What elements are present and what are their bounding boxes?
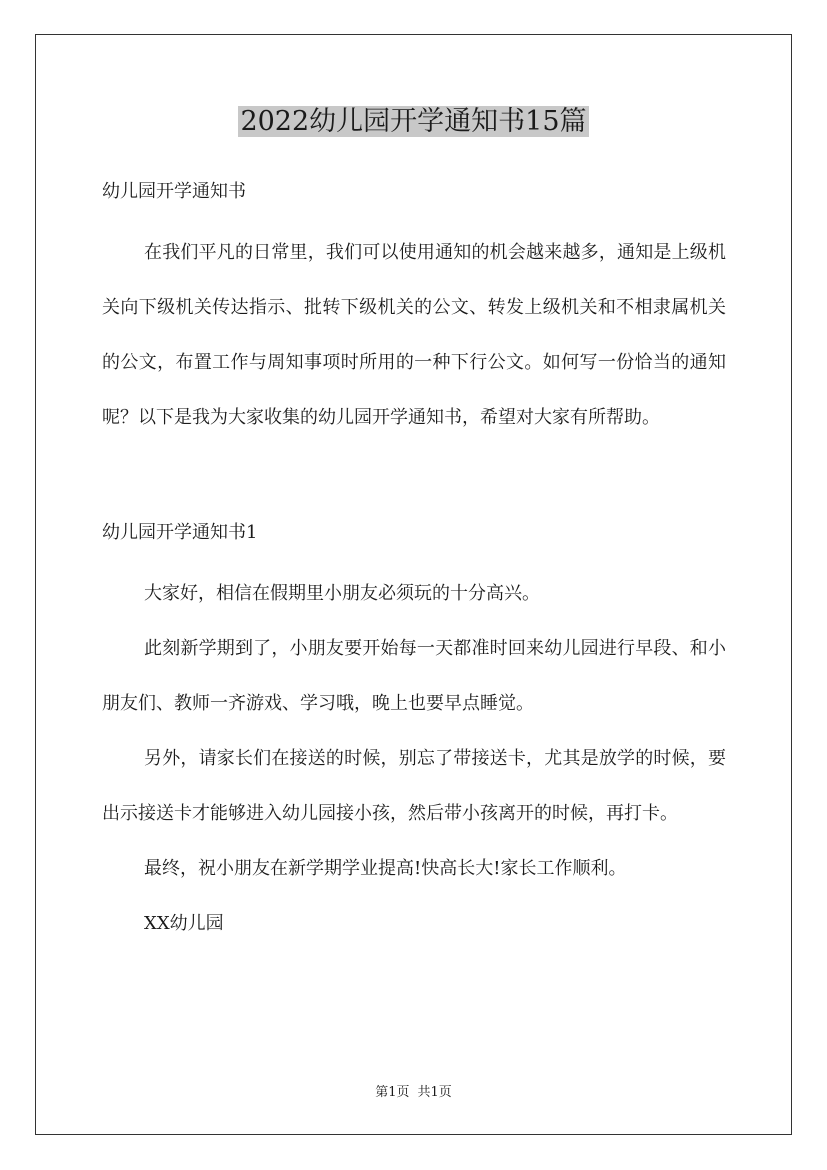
section1-signature: XX幼儿园 [144, 913, 224, 934]
section1-paragraph-1: 大家好，相信在假期里小朋友必须玩的十分高兴。 [144, 583, 540, 604]
intro-heading: 幼儿园开学通知书 [102, 181, 246, 202]
document-body [102, 170, 726, 951]
page-number: 第1页 [375, 1085, 410, 1100]
page-footer [0, 1083, 827, 1103]
section1-heading: 幼儿园开学通知书1 [102, 522, 258, 543]
section1-paragraph-4: 最终，祝小朋友在新学期学业提高!快高长大!家长工作顺利。 [144, 858, 627, 879]
section-spacer [102, 445, 726, 511]
document-title-text: 2022幼儿园开学通知书15篇 [240, 106, 587, 137]
intro-paragraph: 在我们平凡的日常里，我们可以使用通知的机会越来越多，通知是上级机关向下级机关传达指示、批转下级机关的公文、转发上级机关和不相隶属机关的公文，布置工作与周知事项时所用的一种下行公文。如何写一份恰当的通知呢？以下是我为大家收集的幼儿园开学通知书，希望对大家有所帮助。 [102, 242, 726, 428]
section1-paragraph-3: 另外，请家长们在接送的时候，别忘了带接送卡，尤其是放学的时候，要出示接送卡才能够进入幼儿园接小孩，然后带小孩离开的时候，再打卡。 [102, 748, 726, 824]
document-title [0, 100, 827, 144]
section1-paragraph-2: 此刻新学期到了，小朋友要开始每一天都准时回来幼儿园进行早段、和小朋友们、教师一齐游戏、学习哦，晚上也要早点睡觉。 [102, 638, 726, 714]
page-total: 共1页 [417, 1085, 452, 1100]
